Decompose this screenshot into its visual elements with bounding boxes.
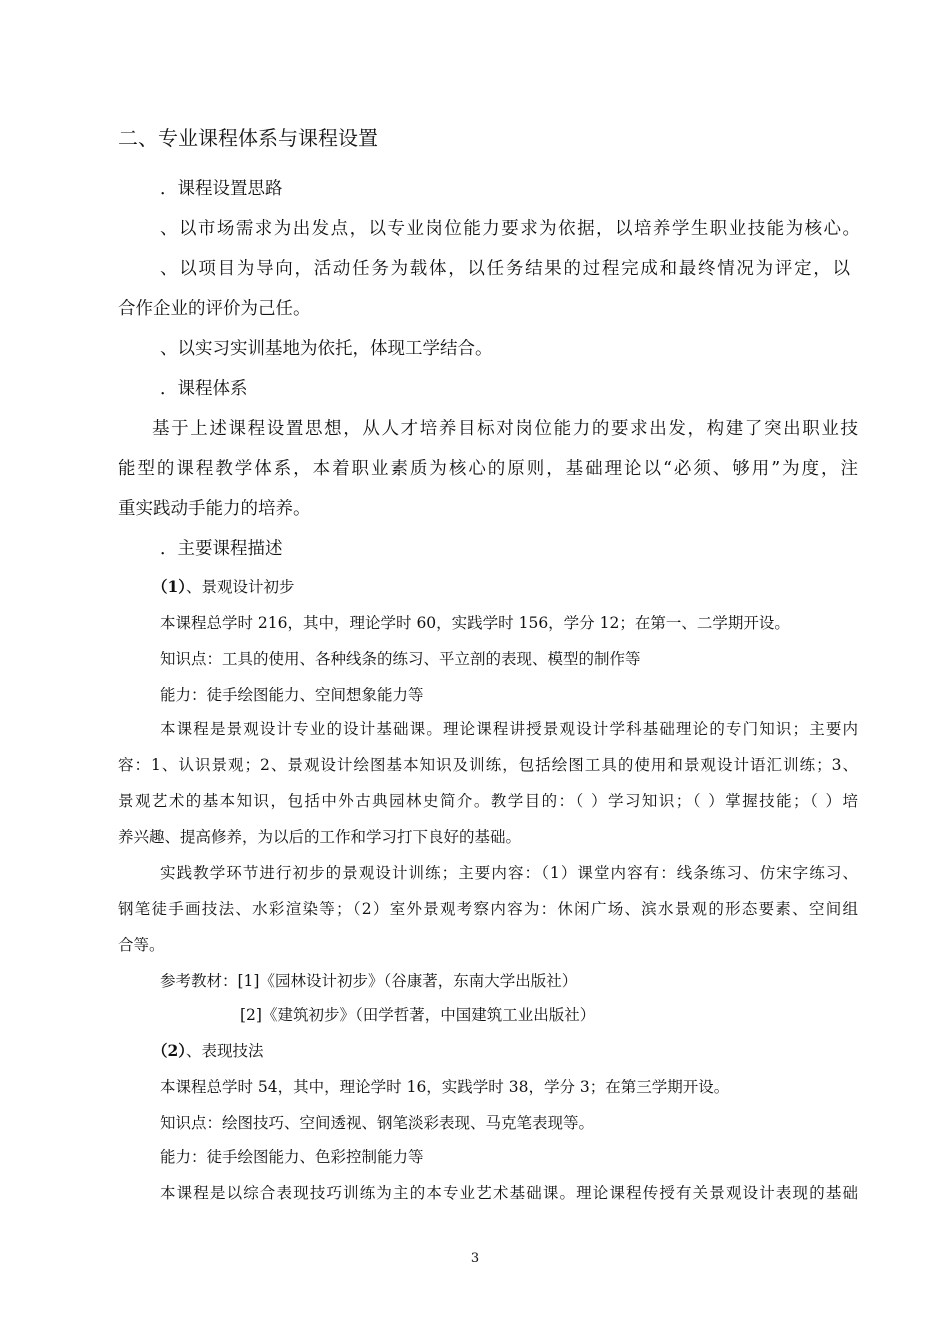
idea-paragraph-1: 、以市场需求为出发点，以专业岗位能力要求为依据，以培养学生职业技能为核心。 [160, 219, 860, 239]
system-paragraph-line-3: 重实践动手能力的培养。 [118, 499, 311, 519]
course-1-knowledge: 知识点：工具的使用、各种线条的练习、平立剖的表现、模型的制作等 [160, 650, 641, 668]
course-2-title [152, 1040, 264, 1062]
course-1-description-line-1: 本课程是景观设计专业的设计基础课。理论课程讲授景观设计学科基础理论的专门知识；主要内 [160, 720, 858, 738]
system-paragraph-line-2: 能型的课程教学体系，本着职业素质为核心的原则，基础理论以“必须、够用”为度，注 [118, 459, 858, 479]
course-1-description-line-4: 养兴趣、提高修养，为以后的工作和学习打下良好的基础。 [118, 828, 522, 846]
idea-paragraph-2-line-2: 合作企业的评价为己任。 [118, 299, 311, 319]
section-heading: 二、专业课程体系与课程设置 [118, 126, 378, 150]
course-2-ability: 能力：徒手绘图能力、色彩控制能力等 [160, 1148, 424, 1166]
course-1-description-line-3: 景观艺术的基本知识，包括中外古典园林史简介。教学目的：（ ）学习知识；（ ）掌握技能；（ ）培 [118, 792, 858, 810]
subsection-title-curriculum-ideas: ．课程设置思路 [160, 179, 283, 199]
course-1-description-line-2: 容：1、认识景观；2、景观设计绘图基本知识及训练，包括绘图工具的使用和景观设计语汇训练；3、 [118, 756, 858, 774]
subsection-title-main-courses: ．主要课程描述 [160, 539, 283, 559]
course-1-title [152, 576, 295, 598]
course-1-reference-2: [2]《建筑初步》（田学哲著，中国建筑工业出版社） [240, 1006, 596, 1024]
idea-paragraph-3: 、以实习实训基地为依托，体现工学结合。 [160, 339, 493, 359]
course-1-name: 、景观设计初步 [186, 578, 295, 596]
course-2-knowledge: 知识点：绘图技巧、空间透视、钢笔淡彩表现、马克笔表现等。 [160, 1114, 595, 1132]
course-1-ability: 能力：徒手绘图能力、空间想象能力等 [160, 686, 424, 704]
idea-paragraph-2-line-1: 、以项目为导向，活动任务为载体，以任务结果的过程完成和最终情况为评定，以 [160, 259, 850, 279]
page-number: 3 [470, 1251, 480, 1266]
subsection-title-curriculum-system: ．课程体系 [160, 379, 248, 399]
course-2-hours: 本课程总学时 54，其中，理论学时 16，实践学时 38，学分 3；在第三学期开设。 [160, 1078, 730, 1096]
course-2-name: 、表现技法 [186, 1042, 264, 1060]
course-2-number: （2） [152, 1041, 187, 1060]
course-1-number: （1） [152, 577, 187, 596]
course-1-practice-line-2: 钢笔徒手画技法、水彩渲染等；（2）室外景观考察内容为：休闲广场、滨水景观的形态要素、空间组 [118, 900, 858, 918]
course-1-hours: 本课程总学时 216，其中，理论学时 60，实践学时 156，学分 12；在第一、二学期开设。 [160, 614, 790, 632]
course-1-reference-1: 参考教材：[1]《园林设计初步》（谷康著，东南大学出版社） [160, 972, 578, 990]
course-1-practice-line-1: 实践教学环节进行初步的景观设计训练；主要内容：（1）课堂内容有：线条练习、仿宋字练习、 [160, 864, 858, 882]
system-paragraph-line-1: 基于上述课程设置思想，从人才培养目标对岗位能力的要求出发，构建了突出职业技 [152, 419, 858, 439]
course-2-description-line-1: 本课程是以综合表现技巧训练为主的本专业艺术基础课。理论课程传授有关景观设计表现的基础 [160, 1184, 858, 1202]
course-1-practice-line-3: 合等。 [118, 936, 165, 954]
